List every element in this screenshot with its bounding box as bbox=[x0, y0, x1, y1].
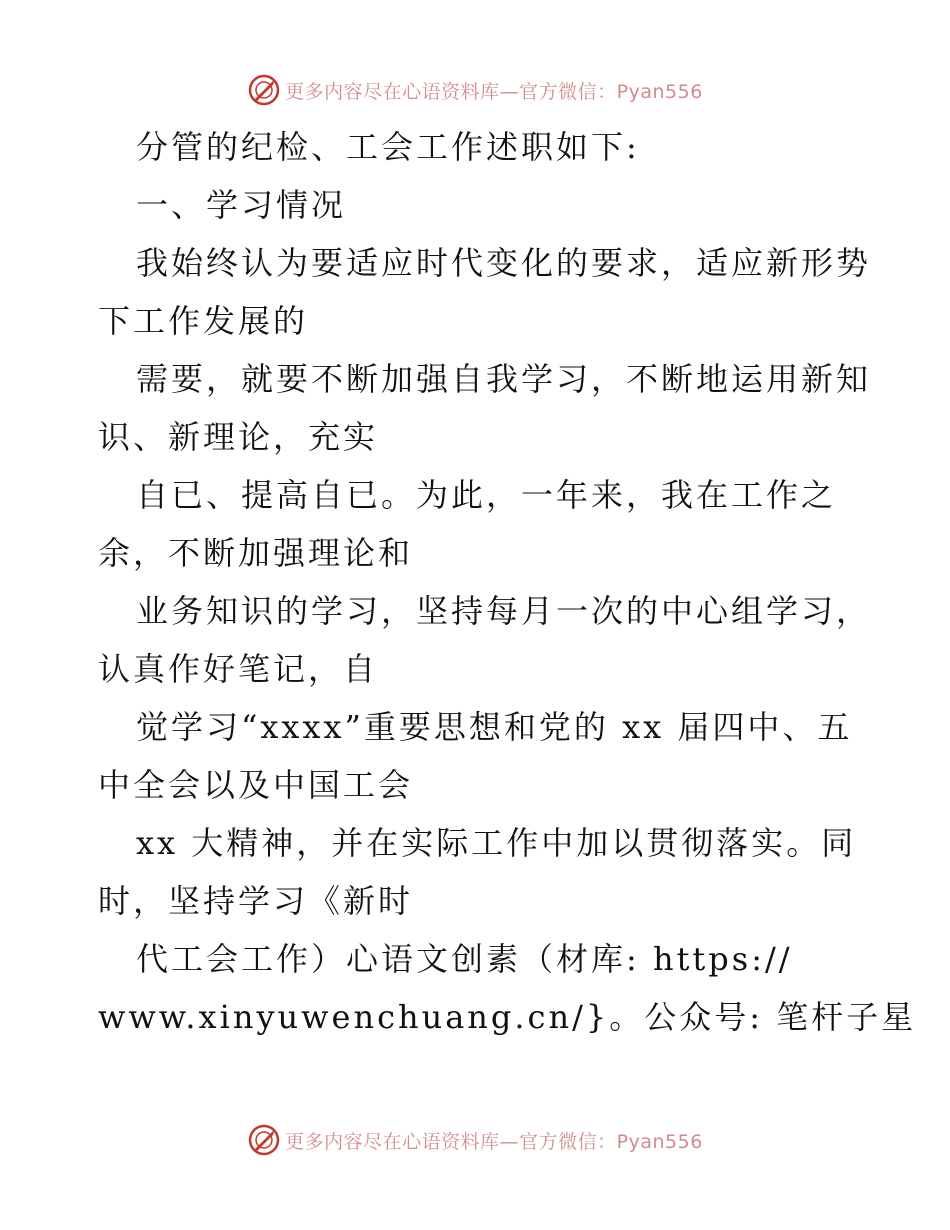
paragraph-line: www.xinyuwenchuang.cn/}。公众号: 笔杆子星 bbox=[98, 998, 917, 1036]
paragraph-line: 余，不断加强理论和 bbox=[98, 534, 414, 572]
paragraph-line: 自已、提高自已。为此，一年来，我在工作之 bbox=[136, 476, 837, 514]
watermark-text: 更多内容尽在心语资料库—官方微信：Pyan556 bbox=[285, 1130, 703, 1153]
section-heading: 一、学习情况 bbox=[136, 186, 347, 224]
paragraph-line: 认真作好笔记，自 bbox=[98, 650, 379, 688]
paragraph-line: 业务知识的学习，坚持每月一次的中心组学习， bbox=[136, 592, 872, 630]
paragraph-line: 识、新理论，充实 bbox=[98, 418, 379, 456]
header-watermark bbox=[0, 70, 950, 110]
paragraph-line: 我始终认为要适应时代变化的要求，适应新形势 bbox=[136, 244, 872, 282]
paragraph-line: 需要，就要不断加强自我学习，不断地运用新知 bbox=[136, 360, 872, 398]
document-body bbox=[98, 118, 917, 1046]
watermark-text: 更多内容尽在心语资料库—官方微信：Pyan556 bbox=[285, 80, 703, 103]
paragraph-line: 觉学习“xxxx”重要思想和党的 xx 届四中、五 bbox=[136, 708, 853, 746]
paragraph-line: 中全会以及中国工会 bbox=[98, 766, 414, 804]
paragraph-line: 下工作发展的 bbox=[98, 302, 309, 340]
paragraph-line: xx 大精神，并在实际工作中加以贯彻落实。同 bbox=[136, 824, 857, 862]
paragraph-line: 分管的纪检、工会工作述职如下: bbox=[136, 128, 640, 166]
paragraph-line: 代工会工作）心语文创素（材库: https:// bbox=[136, 940, 793, 978]
paragraph-line: 时，坚持学习《新时 bbox=[98, 882, 414, 920]
pen-logo-icon bbox=[247, 73, 281, 107]
footer-watermark bbox=[0, 1120, 950, 1160]
pen-logo-icon bbox=[247, 1123, 281, 1157]
